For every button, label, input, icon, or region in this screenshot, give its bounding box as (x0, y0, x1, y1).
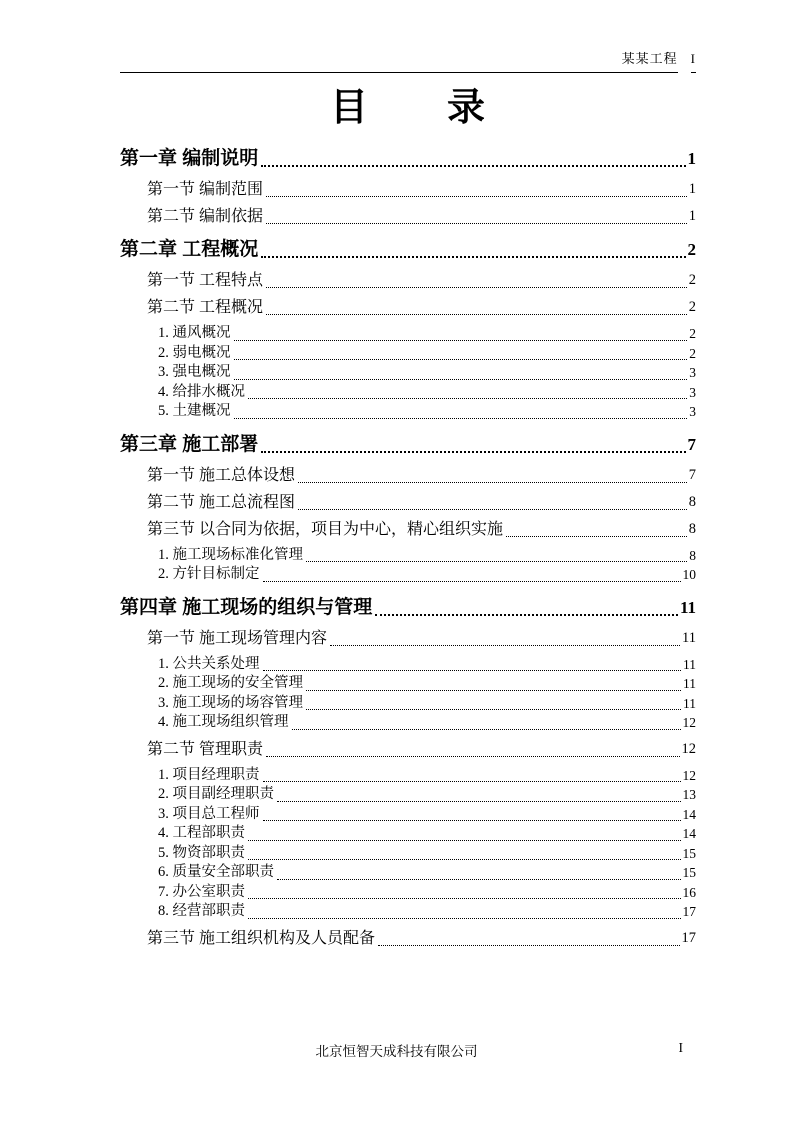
toc-page-number: 10 (682, 567, 696, 582)
toc-entry[interactable] (158, 902, 696, 922)
toc-list (120, 146, 696, 949)
toc-page-number: 12 (682, 715, 696, 730)
toc-entry[interactable] (147, 492, 696, 513)
toc-dot-leader (234, 359, 688, 360)
toc-entry[interactable] (158, 694, 696, 714)
header-project-name: 某某工程 (120, 48, 678, 73)
toc-dot-leader (234, 379, 688, 380)
toc-entry-label: 第一节 工程特点 (147, 272, 264, 289)
toc-page-number: 8 (689, 547, 696, 563)
toc-dot-leader (378, 945, 679, 946)
toc-entry[interactable] (147, 739, 696, 760)
toc-entry[interactable] (147, 297, 696, 318)
toc-page-number: 8 (688, 520, 696, 537)
header-page-number: I (691, 51, 696, 73)
toc-entry-label: 第三章 施工部署 (120, 433, 259, 455)
toc-entry[interactable] (147, 270, 696, 291)
toc-page-number: 12 (682, 767, 696, 783)
toc-entry[interactable] (158, 674, 696, 694)
toc-entry-label: 4. 施工现场组织管理 (158, 714, 289, 730)
toc-page-number: 2 (688, 299, 696, 315)
toc-page-number: 11 (683, 656, 696, 672)
toc-entry-label: 3. 施工现场的场容管理 (158, 694, 303, 711)
toc-page-number: 2 (688, 272, 696, 288)
toc-entry[interactable] (147, 465, 696, 486)
toc-dot-leader (277, 801, 681, 802)
toc-entry-label: 第三节 施工组织机构及人员配备 (147, 929, 376, 947)
toc-page-number: 17 (682, 904, 696, 919)
toc-dot-leader (248, 840, 681, 841)
toc-page-number: 15 (682, 865, 696, 880)
toc-dot-leader (330, 645, 680, 646)
toc-page-number: 1 (688, 208, 696, 224)
toc-dot-leader (306, 709, 681, 710)
toc-entry-label: 1. 施工现场标准化管理 (158, 546, 303, 563)
toc-dot-leader (266, 756, 679, 757)
toc-dot-leader (266, 287, 687, 288)
toc-entry[interactable] (158, 363, 696, 383)
toc-page-number: 3 (689, 404, 696, 419)
toc-entry[interactable] (120, 146, 696, 171)
toc-entry[interactable] (120, 595, 696, 620)
toc-dot-leader (306, 690, 681, 691)
toc-page-number: 14 (682, 826, 696, 841)
toc-entry[interactable] (158, 324, 696, 344)
toc-entry[interactable] (158, 883, 696, 903)
toc-page-number: 11 (683, 676, 696, 691)
toc-entry[interactable] (158, 844, 696, 864)
toc-page-number: 3 (689, 365, 696, 380)
toc-entry-label: 第一章 编制说明 (120, 148, 259, 169)
footer-company-name: 北京恒智天成科技有限公司 (315, 1044, 478, 1059)
toc-entry-label: 5. 土建概况 (158, 403, 231, 419)
toc-page-number: 1 (688, 181, 696, 197)
toc-entry-label: 第一节 编制范围 (147, 181, 264, 198)
toc-entry-label: 第一节 施工总体设想 (147, 466, 296, 484)
toc-entry[interactable] (147, 206, 696, 227)
toc-page-number: 7 (688, 466, 696, 483)
toc-page-number: 15 (682, 845, 696, 861)
toc-entry-label: 2. 施工现场的安全管理 (158, 675, 303, 691)
toc-dot-leader (263, 581, 681, 582)
toc-dot-leader (248, 859, 681, 860)
toc-dot-leader (248, 398, 687, 399)
document-page (120, 84, 696, 955)
toc-entry[interactable] (120, 432, 696, 457)
toc-entry[interactable] (158, 863, 696, 883)
toc-entry[interactable] (158, 824, 696, 844)
toc-dot-leader (506, 536, 687, 537)
toc-entry-label: 3. 强电概况 (158, 364, 231, 380)
toc-entry-label: 第二节 编制依据 (147, 208, 264, 225)
toc-entry-label: 4. 工程部职责 (158, 825, 245, 841)
toc-entry-label: 1. 公共关系处理 (158, 655, 260, 672)
toc-entry-label: 1. 项目经理职责 (158, 766, 260, 783)
toc-page-number: 2 (687, 240, 696, 259)
toc-entry-label: 第二节 施工总流程图 (147, 493, 296, 511)
toc-page-number: 2 (689, 345, 696, 361)
toc-page-number: 12 (681, 740, 696, 757)
toc-page-number: 14 (682, 806, 696, 822)
toc-dot-leader (261, 256, 685, 258)
toc-entry[interactable] (147, 519, 696, 540)
toc-entry-label: 6. 质量安全部职责 (158, 864, 274, 880)
toc-dot-leader (292, 729, 681, 730)
footer-page-number: I (678, 1040, 683, 1055)
toc-dot-leader (263, 820, 681, 821)
toc-page-number: 13 (682, 787, 696, 802)
toc-entry[interactable] (158, 785, 696, 805)
toc-entry[interactable] (158, 766, 696, 786)
toc-page-number: 11 (679, 597, 696, 617)
toc-entry-label: 第四章 施工现场的组织与管理 (120, 596, 373, 618)
toc-entry-label: 5. 物资部职责 (158, 844, 245, 861)
toc-entry[interactable] (158, 402, 696, 422)
toc-dot-leader (263, 670, 682, 671)
toc-page-number: 7 (687, 434, 696, 454)
toc-page-number: 2 (689, 326, 696, 341)
toc-entry[interactable] (158, 655, 696, 675)
toc-entry[interactable] (158, 546, 696, 566)
toc-entry-label: 第二节 管理职责 (147, 740, 264, 758)
toc-page-number: 3 (689, 384, 696, 400)
page-header (120, 48, 696, 73)
toc-dot-leader (234, 418, 688, 419)
toc-page-number: 11 (682, 629, 696, 646)
toc-page-number: 17 (681, 929, 696, 946)
toc-entry-label: 2. 弱电概况 (158, 344, 231, 361)
toc-entry-label: 3. 项目总工程师 (158, 805, 260, 822)
toc-entry[interactable] (158, 344, 696, 364)
toc-page-number: 11 (683, 695, 696, 711)
toc-entry[interactable] (147, 628, 696, 649)
toc-entry-label: 4. 给排水概况 (158, 383, 245, 400)
toc-entry-label: 第三节 以合同为依据，项目为中心，精心组织实施 (147, 520, 504, 538)
toc-entry-label: 8. 经营部职责 (158, 903, 245, 919)
toc-entry-label: 第二章 工程概况 (120, 239, 259, 260)
toc-entry-label: 第一节 施工现场管理内容 (147, 629, 328, 647)
toc-dot-leader (261, 165, 685, 167)
toc-entry-label: 2. 方针目标制定 (158, 566, 260, 582)
toc-dot-leader (298, 482, 687, 483)
page-footer (0, 1040, 793, 1060)
toc-entry-label: 7. 办公室职责 (158, 883, 245, 900)
toc-title: 目 录 (329, 87, 486, 129)
toc-entry[interactable] (158, 713, 696, 733)
toc-dot-leader (234, 340, 688, 341)
toc-dot-leader (263, 781, 681, 782)
toc-entry-label: 第二节 工程概况 (147, 299, 264, 316)
toc-dot-leader (277, 879, 681, 880)
toc-entry[interactable] (158, 565, 696, 585)
toc-dot-leader (266, 196, 687, 197)
toc-dot-leader (375, 614, 678, 616)
toc-page-number: 1 (687, 149, 696, 168)
toc-entry[interactable] (120, 237, 696, 262)
toc-entry[interactable] (147, 179, 696, 200)
toc-dot-leader (248, 918, 681, 919)
toc-dot-leader (261, 451, 685, 453)
toc-dot-leader (248, 898, 681, 899)
toc-entry-label: 1. 通风概况 (158, 325, 231, 341)
toc-entry[interactable] (158, 383, 696, 403)
toc-entry-label: 2. 项目副经理职责 (158, 786, 274, 802)
toc-entry[interactable] (158, 805, 696, 825)
toc-page-number: 16 (682, 884, 696, 900)
toc-dot-leader (306, 561, 687, 562)
toc-dot-leader (266, 223, 687, 224)
toc-page-number: 8 (688, 493, 696, 510)
toc-dot-leader (266, 314, 687, 315)
toc-dot-leader (298, 509, 687, 510)
toc-entry[interactable] (147, 928, 696, 949)
